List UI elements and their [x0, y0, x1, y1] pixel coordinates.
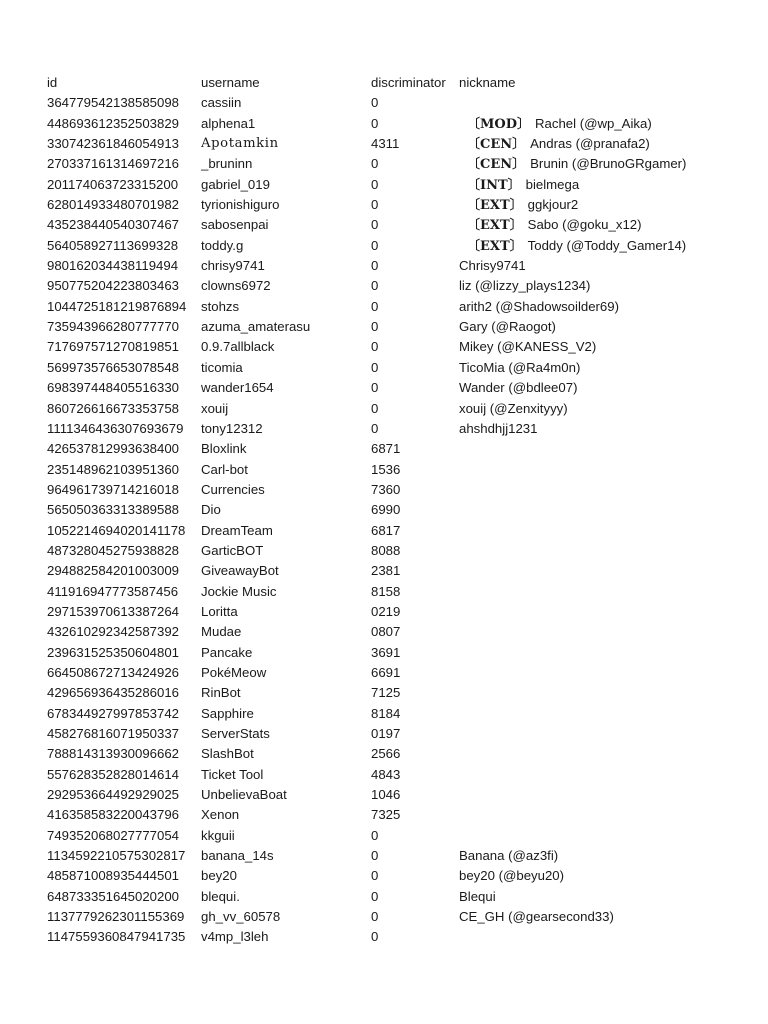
- cell-discriminator: 0: [371, 827, 379, 843]
- cell-username: tyrionishiguro: [201, 197, 280, 213]
- cell-nickname: [459, 683, 747, 703]
- header-nickname: nickname: [459, 75, 516, 90]
- cell-nickname: [459, 195, 747, 215]
- cell-username: v4mp_l3leh: [201, 929, 269, 945]
- cell-id: 564058927113699328: [47, 237, 179, 253]
- cell-discriminator: 0: [371, 380, 379, 396]
- cell-discriminator: 0: [371, 400, 379, 416]
- cell-id: 557628352828014614: [47, 766, 180, 782]
- table-row: [47, 663, 747, 683]
- cell-discriminator: 0: [371, 115, 379, 131]
- cell-id: 1134592210575302817: [47, 848, 186, 864]
- role-tag: 〔EXT〕: [467, 218, 523, 234]
- table-row: [47, 256, 747, 276]
- nickname-text: xouij (@Zenxityyy): [459, 400, 568, 416]
- table-row: [47, 866, 747, 886]
- table-row: [47, 114, 747, 134]
- cell-username: wander1654: [201, 380, 274, 396]
- cell-nickname: [459, 439, 747, 459]
- cell-discriminator: 0: [371, 868, 379, 884]
- cell-nickname: [459, 927, 747, 947]
- nickname-text: CE_GH (@gearsecond33): [459, 909, 614, 925]
- cell-id: 698397448405516330: [47, 380, 180, 396]
- cell-discriminator: 0: [371, 909, 379, 925]
- cell-id: 735943966280777770: [47, 319, 180, 335]
- cell-discriminator: 0197: [371, 726, 401, 741]
- table-row: [47, 805, 747, 825]
- cell-username: Currencies: [201, 481, 265, 497]
- cell-discriminator: 8088: [371, 542, 401, 558]
- cell-username: Apotamkin: [201, 136, 279, 152]
- cell-nickname: [459, 500, 747, 520]
- cell-discriminator: 0: [371, 237, 379, 253]
- cell-id: 980162034438119494: [47, 258, 179, 274]
- cell-username: Dio: [201, 502, 221, 518]
- role-tag: 〔MOD〕: [467, 116, 530, 132]
- cell-nickname: [459, 114, 747, 134]
- table-row: [47, 541, 747, 561]
- nickname-text: ggkjour2: [527, 197, 579, 213]
- table-row: [47, 460, 747, 480]
- cell-id: 950775204223803463: [47, 278, 180, 294]
- cell-discriminator: 0: [371, 929, 379, 945]
- cell-username: PokéMeow: [201, 664, 267, 680]
- cell-nickname: [459, 744, 747, 764]
- cell-id: 964961739714216018: [47, 481, 180, 497]
- table-row: [47, 907, 747, 927]
- cell-nickname: [459, 134, 747, 154]
- cell-discriminator: 6817: [371, 522, 401, 538]
- cell-discriminator: 4843: [371, 766, 401, 782]
- cell-username: SlashBot: [201, 746, 254, 762]
- nickname-text: Rachel (@wp_Aika): [535, 115, 652, 131]
- cell-discriminator: 7360: [371, 481, 401, 497]
- table-row: [47, 622, 747, 642]
- nickname-text: Blequi: [459, 888, 496, 904]
- cell-discriminator: 7125: [371, 685, 401, 701]
- cell-nickname: [459, 643, 747, 663]
- cell-id: 648733351645020200: [47, 888, 180, 904]
- table-row: [47, 358, 747, 378]
- nickname-text: Sabo (@goku_x12): [527, 217, 642, 233]
- cell-nickname: [459, 480, 747, 500]
- cell-nickname: [459, 460, 747, 480]
- nickname-text: Brunin (@BrunoGRgamer): [530, 156, 687, 172]
- table-row: [47, 582, 747, 602]
- table-row: [47, 704, 747, 724]
- table-row: [47, 826, 747, 846]
- cell-id: 678344927997853742: [47, 705, 180, 721]
- table-row: [47, 276, 747, 296]
- cell-username: azuma_amaterasu: [201, 319, 311, 335]
- cell-username: bey20: [201, 868, 237, 884]
- cell-nickname: [459, 215, 747, 235]
- cell-username: ticomia: [201, 359, 243, 375]
- nickname-text: Wander (@bdlee07): [459, 380, 578, 396]
- cell-id: 565050363313389588: [47, 502, 180, 518]
- table-row: [47, 927, 747, 947]
- table-row: [47, 744, 747, 764]
- cell-username: GiveawayBot: [201, 563, 279, 579]
- cell-discriminator: 0: [371, 339, 379, 355]
- cell-nickname: [459, 724, 747, 744]
- role-tag: 〔CEN〕: [467, 157, 526, 173]
- table-row: [47, 399, 747, 419]
- nickname-text: arith2 (@Shadowsoilder69): [459, 298, 619, 314]
- cell-id: 429656936435286016: [47, 685, 180, 701]
- cell-id: 1044725181219876894: [47, 298, 187, 314]
- table-row: [47, 439, 747, 459]
- cell-nickname: [459, 399, 747, 419]
- cell-id: 416358583220043796: [47, 807, 180, 823]
- nickname-text: Chrisy9741: [459, 258, 526, 274]
- table-row: [47, 521, 747, 541]
- cell-username: Xenon: [201, 807, 240, 823]
- cell-id: 239631525350604801: [47, 644, 180, 660]
- cell-id: 485871008935444501: [47, 868, 180, 884]
- table-row: [47, 378, 747, 398]
- cell-discriminator: 0: [371, 888, 379, 904]
- cell-id: 628014933480701982: [47, 197, 180, 213]
- cell-discriminator: 0: [371, 176, 379, 192]
- cell-id: 1137779262301155369: [47, 909, 185, 925]
- cell-id: 487328045275938828: [47, 542, 180, 558]
- cell-username: alphena1: [201, 115, 256, 131]
- nickname-text: Andras (@pranafa2): [530, 136, 650, 152]
- cell-discriminator: 0: [371, 258, 379, 274]
- table-row: [47, 134, 747, 154]
- cell-id: 297153970613387264: [47, 603, 180, 619]
- nickname-text: ahshdhjj1231: [459, 420, 538, 436]
- cell-discriminator: 6990: [371, 502, 401, 518]
- cell-username: Jockie Music: [201, 583, 277, 599]
- nickname-text: Gary (@Raogot): [459, 319, 556, 335]
- cell-discriminator: 6691: [371, 664, 401, 680]
- cell-nickname: [459, 236, 747, 256]
- cell-username: blequi.: [201, 888, 240, 904]
- cell-username: banana_14s: [201, 848, 274, 864]
- cell-nickname: [459, 521, 747, 541]
- member-table: [47, 73, 747, 948]
- cell-nickname: [459, 846, 747, 866]
- cell-discriminator: 1536: [371, 461, 401, 477]
- cell-nickname: [459, 154, 747, 174]
- cell-nickname: [459, 785, 747, 805]
- cell-discriminator: 0: [371, 156, 379, 172]
- cell-discriminator: 7325: [371, 807, 401, 823]
- nickname-text: Banana (@az3fi): [459, 848, 559, 864]
- cell-discriminator: 0219: [371, 603, 401, 619]
- table-row: [47, 297, 747, 317]
- cell-id: 458276816071950337: [47, 726, 180, 741]
- cell-discriminator: 0: [371, 848, 379, 864]
- table-row: [47, 337, 747, 357]
- table-row: [47, 643, 747, 663]
- table-row: [47, 846, 747, 866]
- role-tag: 〔INT〕: [467, 177, 521, 193]
- cell-username: Carl-bot: [201, 461, 248, 477]
- cell-discriminator: 0: [371, 197, 379, 213]
- cell-nickname: [459, 317, 747, 337]
- cell-username: chrisy9741: [201, 258, 265, 274]
- cell-nickname: [459, 419, 747, 439]
- table-row: [47, 765, 747, 785]
- cell-id: 235148962103951360: [47, 461, 180, 477]
- cell-username: RinBot: [201, 685, 241, 701]
- cell-nickname: [459, 541, 747, 561]
- cell-id: 435238440540307467: [47, 217, 180, 233]
- cell-nickname: [459, 175, 747, 195]
- cell-username: Sapphire: [201, 705, 254, 721]
- header-discriminator: discriminator: [371, 75, 446, 90]
- cell-username: Loritta: [201, 603, 238, 619]
- table-row: [47, 93, 747, 113]
- cell-id: 664508672713424926: [47, 664, 180, 680]
- table-row: [47, 236, 747, 256]
- cell-nickname: [459, 582, 747, 602]
- role-tag: 〔CEN〕: [467, 137, 526, 153]
- cell-username: Pancake: [201, 644, 253, 660]
- cell-username: DreamTeam: [201, 522, 273, 538]
- table-row: [47, 887, 747, 907]
- table-row: [47, 602, 747, 622]
- cell-discriminator: 4311: [371, 136, 400, 152]
- cell-id: 294882584201003009: [47, 563, 180, 579]
- nickname-text: Toddy (@Toddy_Gamer14): [527, 237, 687, 253]
- cell-nickname: [459, 866, 747, 886]
- table-row: [47, 317, 747, 337]
- nickname-text: TicoMia (@Ra4m0n): [459, 359, 581, 375]
- cell-nickname: [459, 622, 747, 642]
- table-row: [47, 195, 747, 215]
- cell-id: 292953664492929025: [47, 787, 180, 803]
- cell-id: 1111346436307693679: [47, 420, 184, 436]
- cell-id: 201174063723315200: [47, 176, 179, 192]
- cell-id: 411916947773587456: [47, 583, 179, 599]
- cell-id: 749352068027777054: [47, 827, 180, 843]
- cell-username: UnbelievaBoat: [201, 787, 287, 803]
- role-tag: 〔EXT〕: [467, 198, 523, 214]
- table-row: [47, 154, 747, 174]
- cell-nickname: [459, 887, 747, 907]
- cell-nickname: [459, 358, 747, 378]
- cell-username: kkguii: [201, 827, 235, 843]
- cell-discriminator: 8184: [371, 705, 401, 721]
- cell-nickname: [459, 704, 747, 724]
- cell-discriminator: 2566: [371, 746, 401, 762]
- cell-discriminator: 3691: [371, 644, 401, 660]
- nickname-text: bey20 (@beyu20): [459, 868, 565, 884]
- nickname-text: liz (@lizzy_plays1234): [459, 278, 591, 294]
- cell-id: 330742361846054913: [47, 136, 180, 152]
- cell-id: 860726616673353758: [47, 400, 180, 416]
- cell-nickname: [459, 561, 747, 581]
- header-username: username: [201, 75, 260, 90]
- nickname-text: bielmega: [525, 176, 580, 192]
- table-row: [47, 419, 747, 439]
- cell-nickname: [459, 765, 747, 785]
- cell-discriminator: 8158: [371, 583, 401, 599]
- cell-id: 569973576653078548: [47, 359, 180, 375]
- cell-discriminator: 6871: [371, 441, 401, 457]
- cell-discriminator: 2381: [371, 563, 401, 579]
- cell-id: 364779542138585098: [47, 95, 180, 111]
- table-row: [47, 561, 747, 581]
- cell-username: Ticket Tool: [201, 766, 264, 782]
- cell-username: cassiin: [201, 95, 242, 111]
- cell-nickname: [459, 907, 747, 927]
- cell-username: stohzs: [201, 298, 240, 314]
- cell-nickname: [459, 663, 747, 683]
- table-row: [47, 724, 747, 744]
- cell-nickname: [459, 337, 747, 357]
- cell-nickname: [459, 256, 747, 276]
- cell-username: ServerStats: [201, 726, 270, 741]
- cell-discriminator: 0: [371, 420, 379, 436]
- cell-username: gh_vv_60578: [201, 909, 281, 925]
- table-row: [47, 500, 747, 520]
- table-body: [47, 93, 747, 947]
- cell-username: Mudae: [201, 624, 242, 640]
- cell-nickname: [459, 297, 747, 317]
- cell-discriminator: 0807: [371, 624, 401, 640]
- cell-id: 426537812993638400: [47, 441, 180, 457]
- cell-id: 1052214694020141178: [47, 522, 186, 538]
- cell-username: tony12312: [201, 420, 263, 436]
- cell-username: 0.9.7allblack: [201, 339, 275, 355]
- table-row: [47, 480, 747, 500]
- table-header-row: [47, 73, 747, 93]
- cell-nickname: [459, 276, 747, 296]
- header-id: id: [47, 75, 58, 90]
- cell-id: 788814313930096662: [47, 746, 180, 762]
- cell-discriminator: 1046: [371, 787, 401, 803]
- cell-username: _bruninn: [201, 156, 253, 172]
- cell-username: xouij: [201, 400, 229, 416]
- cell-username: gabriel_019: [201, 176, 270, 192]
- role-tag: 〔EXT〕: [467, 238, 523, 254]
- cell-username: clowns6972: [201, 278, 271, 294]
- cell-nickname: [459, 602, 747, 622]
- cell-id: 1147559360847941735: [47, 929, 186, 945]
- table-row: [47, 215, 747, 235]
- cell-username: Bloxlink: [201, 441, 247, 457]
- cell-id: 448693612352503829: [47, 115, 180, 131]
- cell-username: sabosenpai: [201, 217, 269, 233]
- cell-id: 717697571270819851: [47, 339, 180, 355]
- nickname-text: Mikey (@KANESS_V2): [459, 339, 597, 355]
- cell-discriminator: 0: [371, 298, 379, 314]
- cell-discriminator: 0: [371, 278, 379, 294]
- table-row: [47, 175, 747, 195]
- table-row: [47, 785, 747, 805]
- cell-username: toddy.g: [201, 237, 244, 253]
- cell-id: 270337161314697216: [47, 156, 180, 172]
- table-row: [47, 683, 747, 703]
- cell-id: 432610292342587392: [47, 624, 180, 640]
- cell-discriminator: 0: [371, 95, 379, 111]
- cell-discriminator: 0: [371, 217, 379, 233]
- cell-nickname: [459, 93, 747, 113]
- cell-nickname: [459, 805, 747, 825]
- cell-nickname: [459, 378, 747, 398]
- cell-discriminator: 0: [371, 319, 379, 335]
- cell-nickname: [459, 826, 747, 846]
- cell-discriminator: 0: [371, 359, 379, 375]
- cell-username: GarticBOT: [201, 542, 264, 558]
